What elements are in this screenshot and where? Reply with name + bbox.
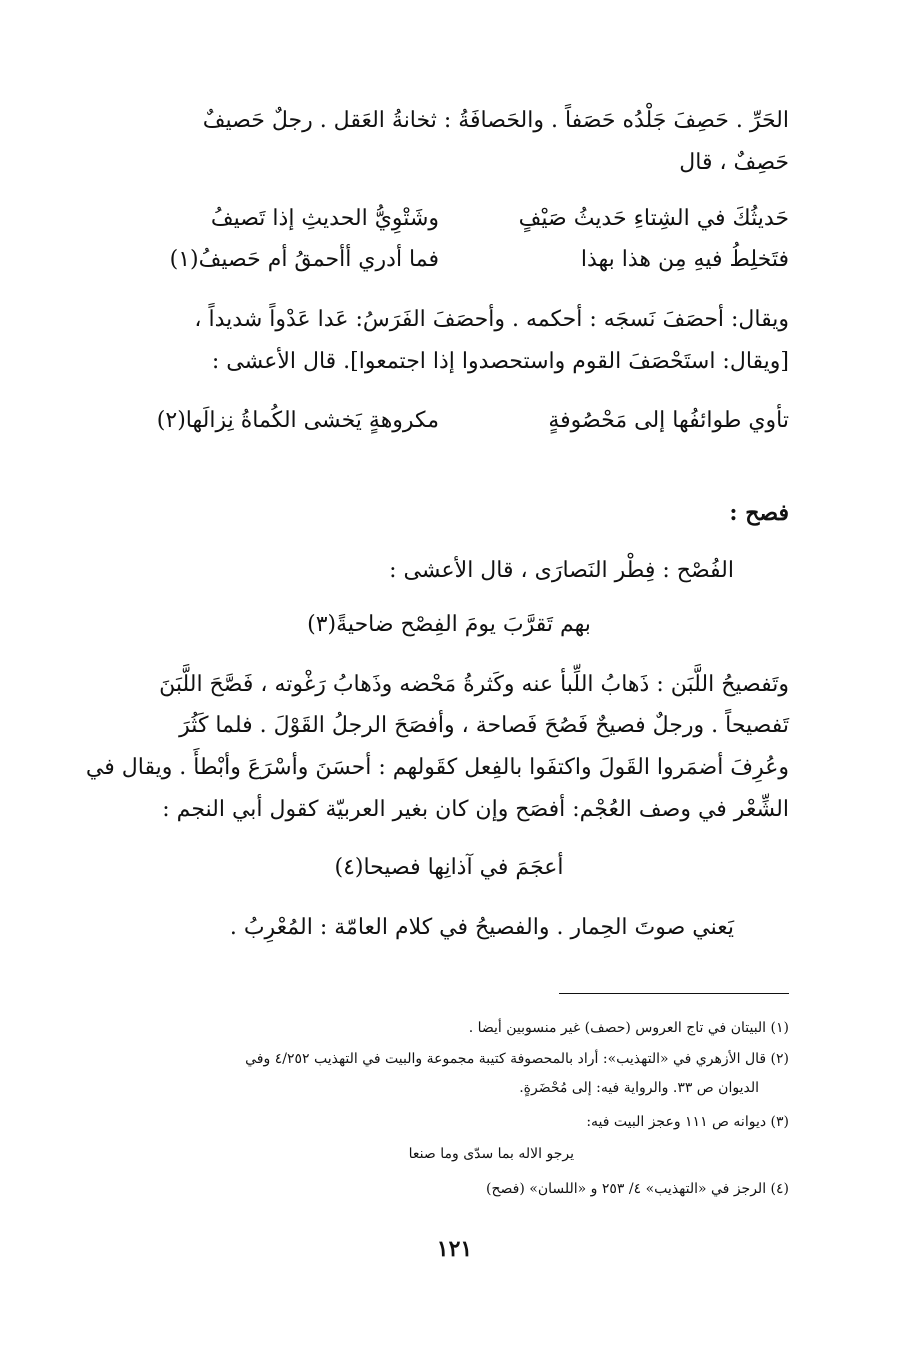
footnote-3-verse: يرجو الاله بما سدّى وما صنعا [408, 1146, 574, 1162]
verse-2-hemistich-2: فما أدري أأحمقُ أم حَصيفُ(١) [169, 247, 439, 272]
entry-heading-fasuha: فصح : [729, 500, 789, 526]
footnote-4: (٤) الرجز في «التهذيب» ٤/ ٢٥٣ و «اللسان» (فصح) [486, 1181, 789, 1197]
paragraph-line-1: وتَفصيحُ اللَّبَن : ذَهابُ اللِّبأ عنه وكَثرةُ مَحْضه وذَهابُ رَغْوته ، فَصَّحَ اللَّبَنَ [159, 672, 789, 697]
verse-1-hemistich-1: حَديثُكَ في الشِتاءِ حَديثُ صَيْفٍ [518, 206, 789, 231]
footnote-separator [559, 993, 789, 994]
quote-abu-alnajm: أعجَمَ في آذانِها فصيحا(٤) [334, 855, 564, 880]
footnote-2-continued: الديوان ص ٣٣. والرواية فيه: إلى مُحْضَرةٍ. [519, 1080, 759, 1096]
verse-aasha-row [109, 405, 789, 437]
paragraph-line-2: تَفصيحاً . ورجلٌ فصيحٌ فَصُحَ فَصاحة ، وأفصَحَ الرجلُ القَوْلَ . فلما كَثُرَ [179, 713, 789, 738]
footnote-2: (٢) قال الأزهري في «التهذيب»: أراد بالمحصوفة كتيبة مجموعة والبيت في التهذيب ٤/٢٥٢ وفي [245, 1051, 789, 1067]
entry-fasuha-line-end: يَعني صوتَ الحِمار . والفصيحُ في كلام العامّة : المُعْرِبُ . [229, 915, 734, 940]
verse-aasha-hemistich-2: مكروهةٍ يَخشى الكُماةُ نِزالَها(٢) [156, 408, 439, 433]
entry-fasuha-line-1: الفُصْح : فِطْر النَصارَى ، قال الأعشى : [389, 558, 734, 583]
entry-hasif-line-3: ويقال: أحصَفَ نَسجَه : أحكمه . وأحصَفَ الفَرَسُ: عَدا عَدْواً شديداً ، [194, 307, 789, 332]
verse-1-hemistich-2: وشَتْوِيُّ الحديثِ إذا تَصيفُ [210, 206, 439, 231]
footnote-1: (١) البيتان في تاج العروس (حصف) غير منسوبين أيضا . [468, 1020, 789, 1036]
entry-hasif-line-4: [ويقال: استَحْصَفَ القوم واستحصدوا إذا اجتمعوا]. قال الأعشى : [211, 349, 789, 374]
footnote-3: (٣) ديوانه ص ١١١ وعجز البيت فيه: [586, 1114, 789, 1130]
verse-1-row-2 [109, 244, 789, 276]
paragraph-line-4: الشِّعْر في وصف العُجْم: أفصَح وإن كان بغير العربيّة كقول أبي النجم : [162, 797, 789, 822]
entry-hasif-line-1: الحَرِّ . حَصِفَ جَلْدُه حَصَفاً . والحَصافَةُ : ثخانةُ العَقل . رجلٌ حَصيفٌ [202, 108, 789, 133]
entry-hasif-line-2: حَصِفٌ ، قال [679, 150, 789, 175]
page-number: ١٢١ [436, 1236, 473, 1262]
verse-aasha-hemistich-1: تأوي طوائفُها إلى مَحْصُوفةٍ [548, 408, 789, 433]
quote-aasha: بهم تَقرَّبَ يومَ الفِصْح ضاحيةً(٣) [307, 612, 591, 637]
verse-1-row-1 [109, 203, 789, 235]
verse-2-hemistich-1: فتَخلِطُ فيهِ مِن هذا بهذا [580, 247, 789, 272]
paragraph-line-3: وعُرِفَ أضمَروا القَولَ واكتفَوا بالفِعل كقَولهم : أحسَنَ وأسْرَعَ وأبْطأَ . ويقال في [85, 755, 789, 780]
